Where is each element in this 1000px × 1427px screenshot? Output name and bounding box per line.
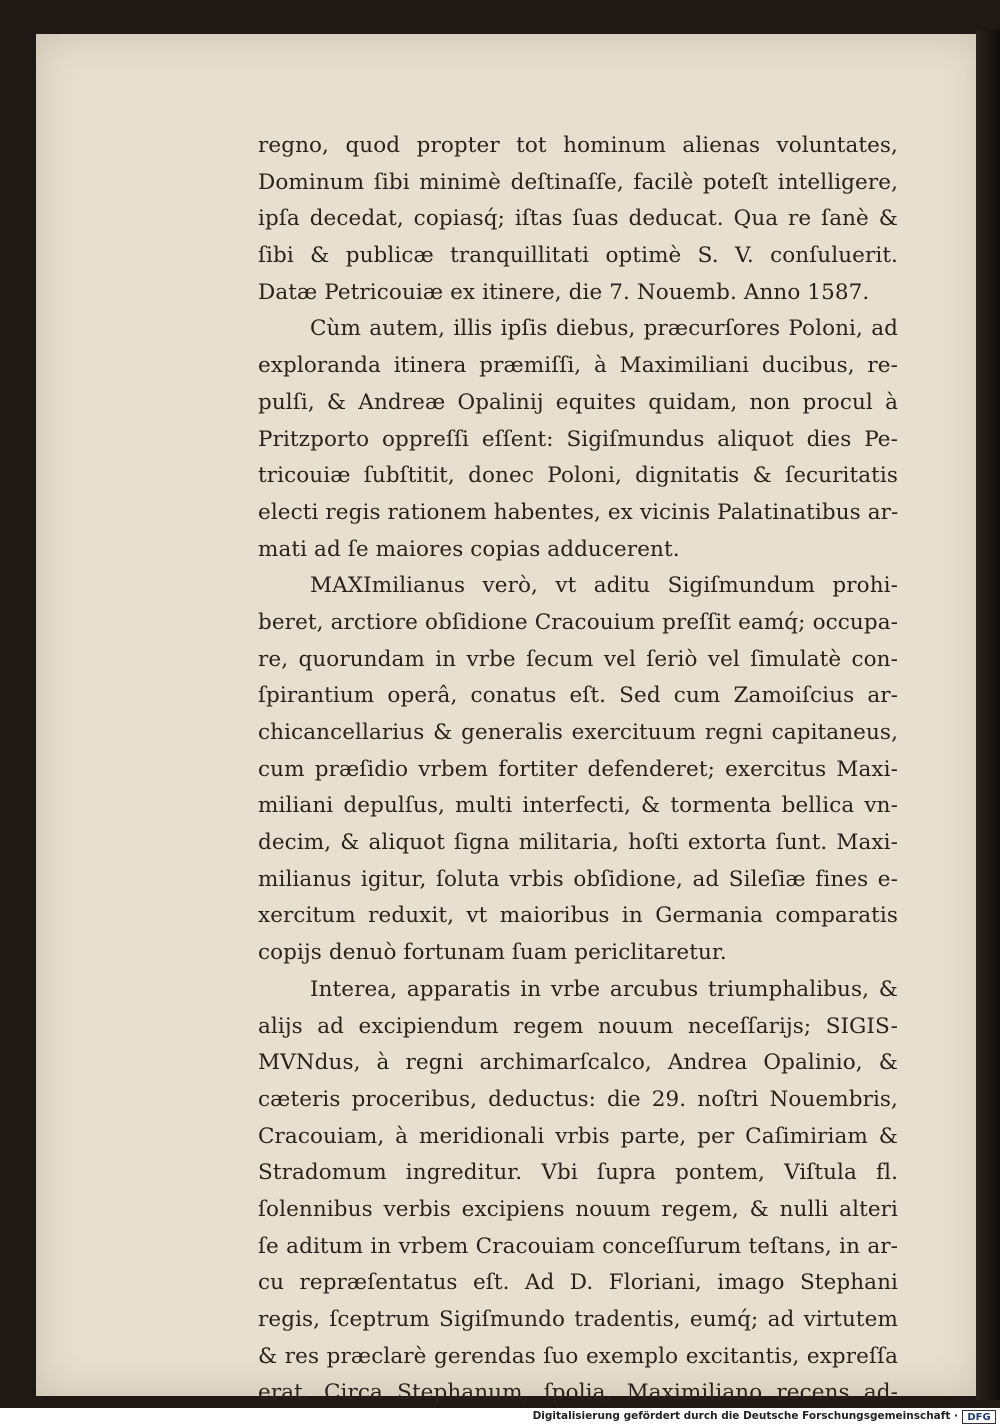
text-line: & res præclarè gerendas ſuo exemplo excitantis, expreſſa	[258, 1343, 898, 1369]
text-line: ſe aditum in vrbem Cracouiam conceſſurum teſtans, in ar-	[258, 1233, 898, 1259]
text-line: Cracouiam, à meridionali vrbis parte, per Caſimiriam &	[258, 1123, 898, 1149]
text-line: miliani depulſus, multi interfecti, & tormenta bellica vn-	[258, 793, 898, 819]
text-line: erat. Circa Stephanum, ſpolia, Maximiliano recens ad-	[258, 1380, 898, 1406]
text-line: pulſi, & Andreæ Opalinij equites quidam, non procul à	[258, 389, 898, 415]
text-line: MVNdus, à regni archimarſcalco, Andrea Opalinio, &	[258, 1050, 898, 1076]
text-line: Interea, apparatis in vrbe arcubus triumphalibus, &	[310, 976, 898, 1002]
text-line: ſibi & publicæ tranquillitati optimè S. V. conſuluerit.	[258, 243, 898, 269]
text-line: ſpirantium operâ, conatus eſt. Sed cum Zamoiſcius ar-	[258, 683, 898, 709]
text-line: beret, arctiore obſidione Cracouium preſſit eamq́; occupa-	[258, 609, 898, 635]
text-line: re, quorundam in vrbe ſecum vel ſeriò vel ſimulatè con-	[258, 646, 898, 672]
text-line: Pritzporto oppreſſi eſſent: Sigiſmundus aliquot dies Pe-	[258, 426, 898, 452]
text-line: exploranda itinera præmiſſi, à Maximiliani ducibus, re-	[258, 353, 898, 379]
text-line: tricouiæ ſubſtitit, donec Poloni, dignitatis & ſecuritatis	[258, 463, 898, 489]
text-line: Dominum ſibi minimè deſtinaſſe, facilè poteſt intelligere,	[258, 169, 898, 195]
dfg-logo-icon: DFG	[962, 1410, 996, 1424]
text-line: Datæ Petricouiæ ex itinere, die 7. Nouemb. Anno 1587.	[258, 279, 870, 305]
text-line: Stradomum ingreditur. Vbi ſupra pontem, Viſtula fl.	[258, 1160, 898, 1186]
footer-credit: Digitalisierung gefördert durch die Deutsche Forschungsgemeinschaft ·	[532, 1410, 958, 1422]
text-line: electi regis rationem habentes, ex vicinis Palatinatibus ar-	[258, 499, 898, 525]
text-line: regis, ſceptrum Sigiſmundo tradentis, eumq́; ad virtutem	[258, 1307, 898, 1332]
text-line: alijs ad excipiendum regem nouum neceſſarijs; SIGIS-	[258, 1013, 898, 1039]
text-line: chicancellarius & generalis exercituum regni capitaneus,	[258, 720, 898, 745]
body-text	[258, 128, 898, 1412]
text-line: regno, quod propter tot hominum alienas voluntates,	[258, 133, 898, 158]
page-edge	[976, 30, 1000, 1400]
footer-bar	[0, 1408, 1000, 1427]
text-line: ſolennibus verbis excipiens nouum regem, & nulli alteri	[258, 1196, 898, 1222]
text-line: decim, & aliquot ſigna militaria, hoſti extorta ſunt. Maxi-	[258, 830, 898, 856]
text-line: ipſa decedat, copiasq́; iſtas ſuas deducat. Qua re ſanè &	[258, 206, 898, 232]
text-line: cæteris proceribus, deductus: die 29. noſtri Nouembris,	[258, 1086, 898, 1112]
text-line: copijs denuò fortunam ſuam periclitaretur.	[258, 940, 727, 966]
text-line: cum præſidio vrbem fortiter defenderet; exercitus Maxi-	[258, 756, 898, 782]
text-line: Cùm autem, illis ipſis diebus, præcurſores Poloni, ad	[310, 316, 898, 342]
text-line: mati ad ſe maiores copias adducerent.	[258, 536, 680, 562]
text-line: milianus igitur, ſoluta vrbis obſidione, ad Sileſiæ fines e-	[258, 866, 898, 892]
text-line: xercitum reduxit, vt maioribus in Germania comparatis	[258, 903, 898, 929]
text-line: MAXImilianus verò, vt aditu Sigiſmundum prohi-	[310, 573, 898, 599]
text-line: cu repræſentatus eſt. Ad D. Floriani, imago Stephani	[258, 1270, 898, 1296]
